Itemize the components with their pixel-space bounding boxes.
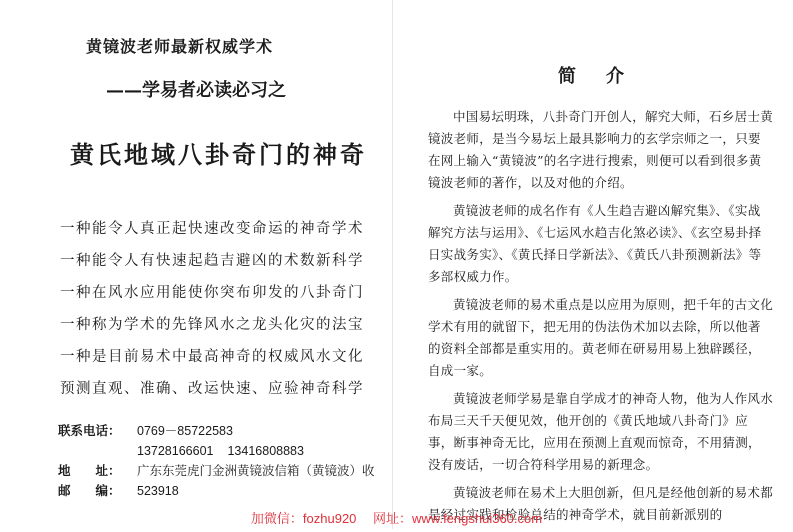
left-page	[0, 0, 390, 529]
center-divider	[392, 0, 393, 529]
intro-paragraph: 中国易坛明珠，八卦奇门开创人，解究大师，石乡居士黄镜波老师，是当今易坛上最具影响力的玄学宗师之一，只要在网上输入“黄镜波”的名字进行搜索，则便可以看到很多黄镜波老师的著作，以及对他的介绍。	[428, 109, 774, 190]
mobile-number: 13728166601	[137, 444, 214, 458]
feature-item: 一种能令人真正起快速改变命运的神奇学术	[60, 221, 364, 237]
address-value: 广东东莞虎门金洲黄镜波信箱（黄镜波）收	[137, 464, 375, 478]
watermark-banner: 加微信：fozhu920 网址：www.fengshui360.com	[250, 511, 543, 526]
phone-number: 0769－85722583	[137, 424, 233, 438]
intro-paragraph: 黄镜波老师学易是靠自学成才的神奇人物，他为人作风水布局三天千天便见效，他开创的《黄氏地域八卦奇门》应事，断事神奇无比，应用在预测上直观而惊奇，不用猜测，没有废话，一切合符科学用易的新理念。	[428, 391, 774, 472]
postcode-row	[58, 481, 375, 501]
intro-paragraph: 黄镜波老师的易术重点是以应用为原则，把千年的古文化学术有用的就留下，把无用的伪法伪术加以去除，所以他著的资料全部都是重实用的。黄老师在研易用易上独辟蹊径，自成一家。	[428, 297, 774, 378]
phone-label: 联系电话：	[58, 424, 121, 438]
intro-paragraph: 黄镜波老师的成名作有《人生趋吉避凶解究集》、《实战解究方法与运用》、《七运风水趋吉化煞必读》、《玄空易卦择日实战务实》、《黄氏择日学新法》、《黄氏八卦预测新法》等多部权威力作。	[428, 203, 762, 284]
address-row	[58, 461, 375, 481]
feature-item: 预测直观、准确、改运快速、应验神奇科学	[60, 381, 364, 397]
intro-paragraph: 黄镜波老师在易术上大胆创新，但凡是经他创新的易术都是经过实践和检验总结的神奇学术，就目前新派别的	[428, 485, 774, 522]
page-subtitle: ——学易者必读必习之	[106, 80, 286, 101]
intro-title: 简 介	[558, 66, 630, 87]
phone-row	[58, 421, 375, 441]
postcode-value: 523918	[137, 484, 179, 498]
feature-item: 一种能令人有快速起趋吉避凶的术数新科学	[60, 253, 364, 269]
intro-body	[428, 106, 773, 532]
mobile-row	[58, 441, 375, 461]
mobile-number: 13416808883	[227, 444, 304, 458]
feature-item: 一种是目前易术中最高神奇的权威风水文化	[60, 349, 364, 365]
page-title: 黄氏地域八卦奇门的神奇	[70, 140, 367, 169]
right-page	[398, 0, 793, 529]
postcode-label: 邮 编：	[58, 484, 121, 498]
address-label: 地 址：	[58, 464, 121, 478]
feature-item: 一种称为学术的先锋风水之龙头化灾的法宝	[60, 317, 364, 333]
contact-block	[58, 421, 375, 501]
page-header: 黄镜波老师最新权威学术	[86, 37, 274, 56]
feature-list	[60, 213, 364, 405]
feature-item: 一种在风水应用能使你突布卯发的八卦奇门	[60, 285, 364, 301]
